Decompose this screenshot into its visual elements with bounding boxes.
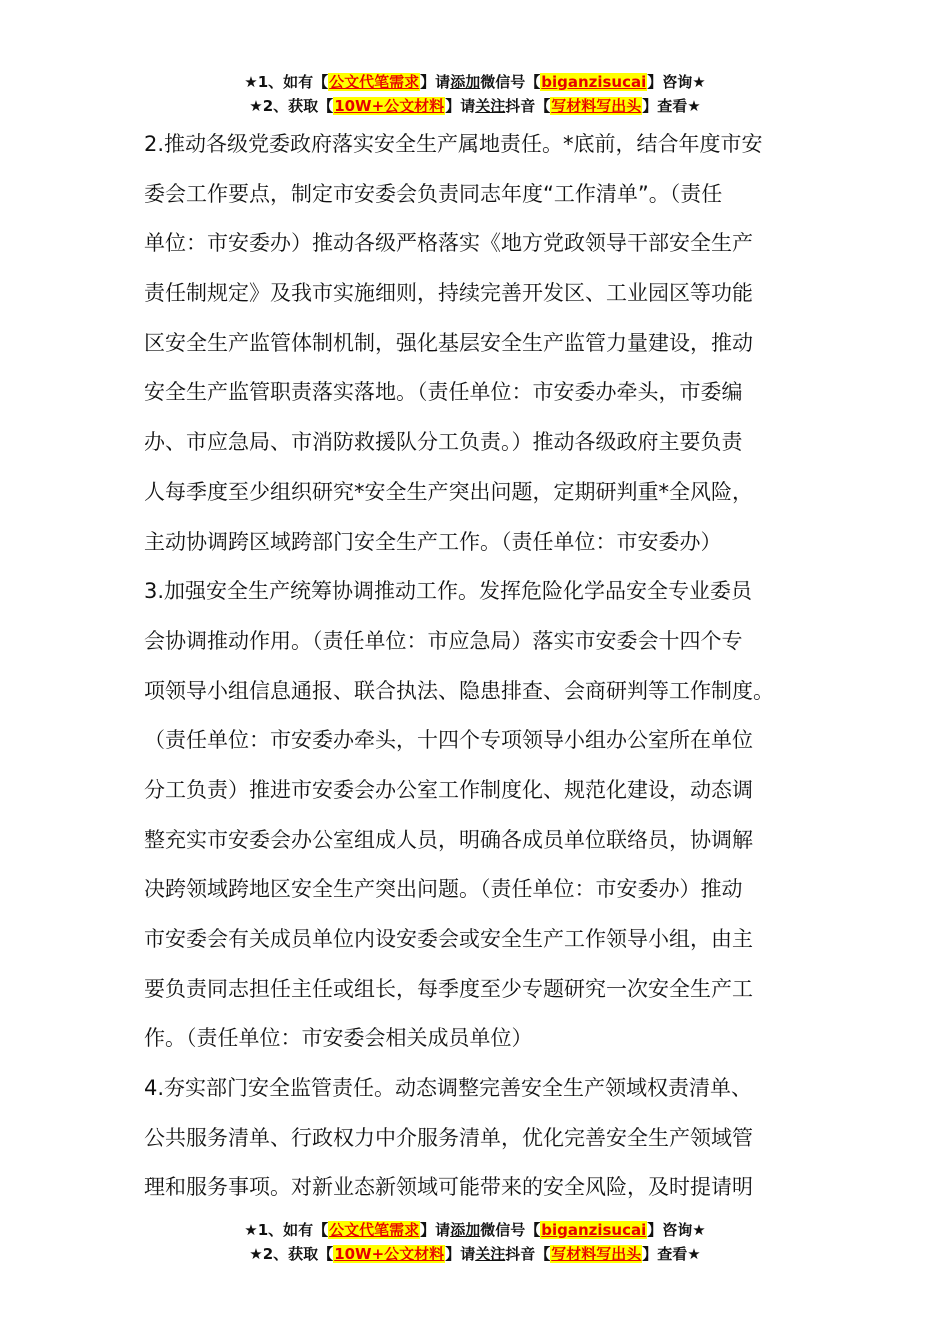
body-line: 4.夯实部门安全监管责任。动态调整完善安全生产领域权责清单、 [144, 1076, 753, 1101]
body-line: 责任制规定》及我市实施细则，持续完善开发区、工业园区等功能 [144, 281, 753, 306]
body-line: （责任单位：市安委办牵头，十四个专项领导小组办公室所在单位 [144, 728, 753, 753]
banner-row-1-prefix: ★1、如有【 [244, 73, 329, 91]
banner-row-2-emphasis: 关注 [475, 1245, 506, 1263]
body-line: 3.加强安全生产统筹协调推动工作。发挥危险化学品安全专业委员 [144, 579, 753, 604]
banner-row-2 [0, 94, 950, 118]
body-line: 市安委会有关成员单位内设安委会或安全生产工作领导小组，由主 [144, 927, 753, 951]
banner-row-1-emphasis: 添加 [450, 1221, 481, 1239]
banner-row-1-highlight-service: 公文代笔需求 [329, 73, 420, 91]
banner-row-1-mid2: 微信号【 [480, 1221, 541, 1239]
body-line: 单位：市安委办）推动各级严格落实《地方党政领导干部安全生产 [144, 231, 753, 256]
banner-row-2-highlight-douyin: 写材料写出头 [551, 97, 642, 115]
body-line: 区安全生产监管体制机制，强化基层安全生产监管力量建设，推动 [144, 330, 753, 355]
banner-row-2-mid: 】请 [445, 1245, 476, 1263]
banner-row-1-highlight-wechat: biganzisucai [541, 73, 647, 91]
banner-row-1-highlight-wechat: biganzisucai [541, 1221, 647, 1239]
banner-row-2-highlight-materials: 10W+公文材料 [334, 1245, 445, 1263]
body-line: 项领导小组信息通报、联合执法、隐患排查、会商研判等工作制度。 [144, 678, 774, 703]
banner-row-1-emphasis: 添加 [450, 73, 481, 91]
bottom-banner [0, 1218, 950, 1266]
body-line: 主动协调跨区域跨部门安全生产工作。（责任单位：市安委办） [144, 529, 722, 554]
body-line: 分工负责）推进市安委会办公室工作制度化、规范化建设，动态调 [144, 777, 753, 802]
body-line: 决跨领域跨地区安全生产突出问题。（责任单位：市安委办）推动 [144, 877, 743, 902]
banner-row-2-mid2: 抖音【 [505, 97, 551, 115]
banner-row-2-prefix: ★2、获取【 [249, 97, 334, 115]
banner-row-1-mid: 】请 [420, 73, 451, 91]
banner-row-1-prefix: ★1、如有【 [244, 1221, 329, 1239]
banner-row-2 [0, 1242, 950, 1266]
banner-row-2-highlight-materials: 10W+公文材料 [334, 97, 445, 115]
banner-row-2-suffix: 】查看★ [642, 97, 701, 115]
banner-row-1-mid2: 微信号【 [480, 73, 541, 91]
banner-row-2-highlight-douyin: 写材料写出头 [551, 1245, 642, 1263]
body-line: 安全生产监管职责落实落地。（责任单位：市安委办牵头，市委编 [144, 380, 743, 405]
document-body [144, 120, 824, 1213]
banner-row-1-highlight-service: 公文代笔需求 [329, 1221, 420, 1239]
banner-row-2-mid: 】请 [445, 97, 476, 115]
top-banner [0, 70, 950, 118]
banner-row-1-suffix: 】咨询★ [647, 73, 706, 91]
banner-row-2-prefix: ★2、获取【 [249, 1245, 334, 1263]
body-line: 2.推动各级党委政府落实安全生产属地责任。*底前，结合年度市安 [144, 132, 763, 156]
body-line: 办、市应急局、市消防救援队分工负责。）推动各级政府主要负责 [144, 430, 743, 455]
banner-row-2-suffix: 】查看★ [642, 1245, 701, 1263]
banner-row-1-mid: 】请 [420, 1221, 451, 1239]
body-line: 人每季度至少组织研究*安全生产突出问题，定期研判重*全风险， [144, 479, 753, 504]
banner-row-2-emphasis: 关注 [475, 97, 506, 115]
body-line: 要负责同志担任主任或组长，每季度至少专题研究一次安全生产工 [144, 976, 753, 1001]
body-line: 公共服务清单、行政权力中介服务清单，优化完善安全生产领域管 [144, 1125, 753, 1150]
banner-row-1 [0, 1218, 950, 1242]
body-line: 委会工作要点，制定市安委会负责同志年度“工作清单”。（责任 [144, 181, 723, 206]
body-line: 理和服务事项。对新业态新领域可能带来的安全风险，及时提请明 [144, 1175, 753, 1200]
banner-row-1 [0, 70, 950, 94]
banner-row-1-suffix: 】咨询★ [647, 1221, 706, 1239]
body-line: 整充实市安委会办公室组成人员，明确各成员单位联络员，协调解 [144, 827, 753, 852]
banner-row-2-mid2: 抖音【 [505, 1245, 551, 1263]
body-line: 作。（责任单位：市安委会相关成员单位） [144, 1026, 533, 1051]
body-line: 会协调推动作用。（责任单位：市应急局）落实市安委会十四个专 [144, 628, 743, 653]
